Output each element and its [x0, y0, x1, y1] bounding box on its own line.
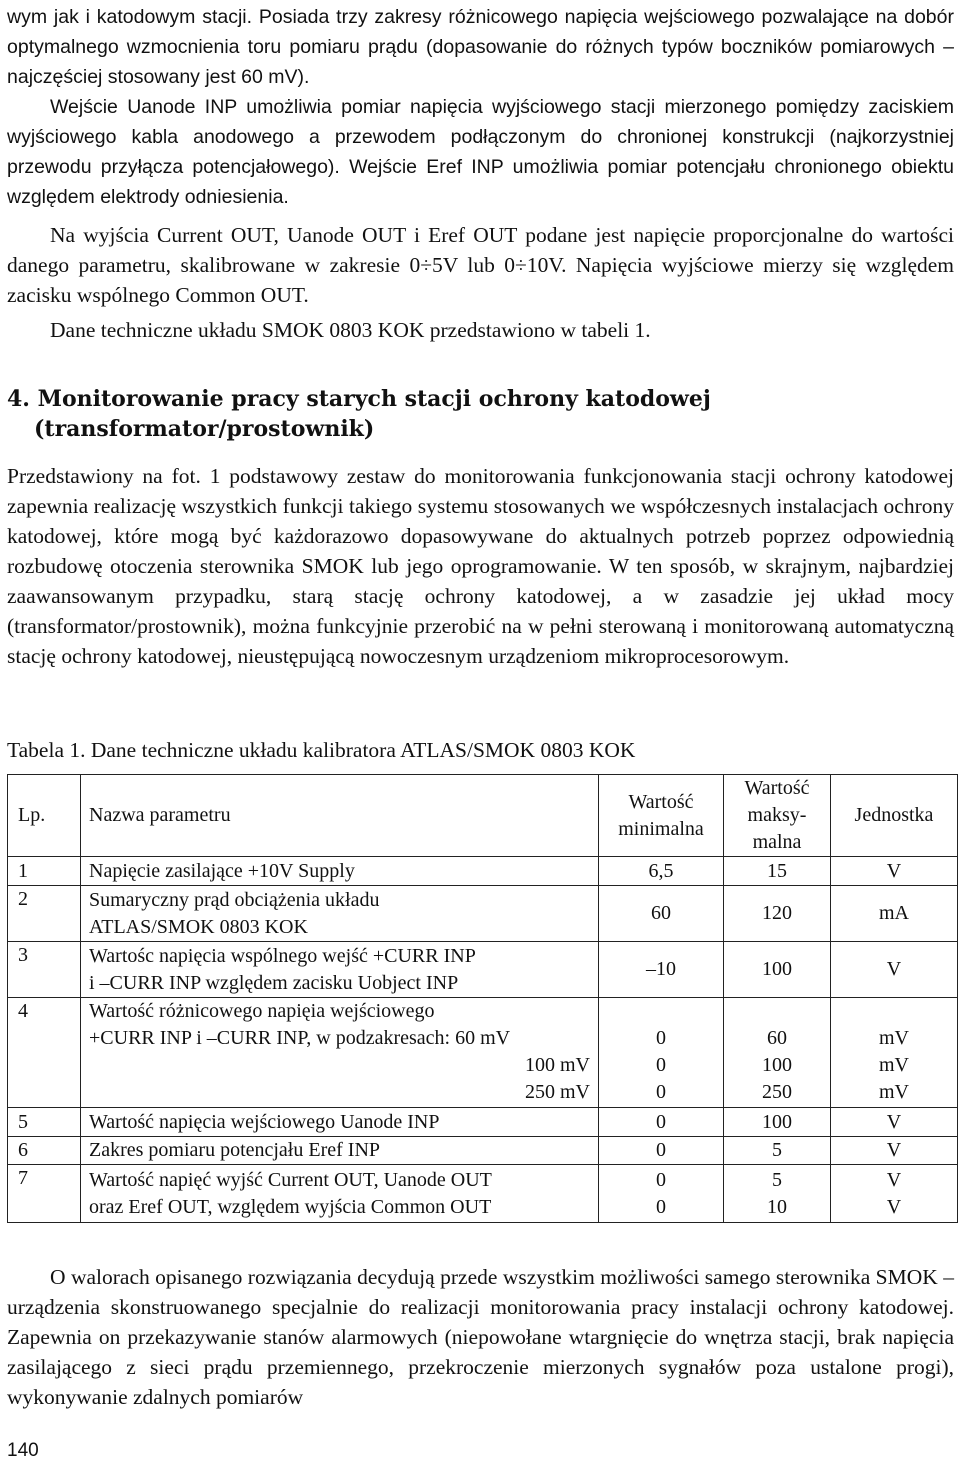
header-unit: Jednostka — [831, 775, 958, 857]
table-row: 6 Zakres pomiaru potencjału Eref INP 0 5 V — [8, 1137, 958, 1165]
paragraph-intro: wym jak i katodowym stacji. Posiada trzy zakresy różnicowego napięcia wejściowego pozwalające na dobór optymalnego wzmocnienia toru pomiaru prądu (dopasowanie do różnych typów boczników pomiarowych – najczęściej stosowany jest 60 mV). — [7, 6, 954, 88]
section-heading-line2: (transformator/prostownik) — [34, 416, 375, 442]
header-lp: Lp. — [8, 775, 81, 857]
paragraph-smok: O walorach opisanego rozwiązania decydują przede wszystkim możliwości samego sterownika SMOK – urządzenia skonstruowanego specjalnie do realizacji monitorowania pracy instalacji ochrony katodowej. Zapewnia on przekazywanie stanów alarmowych (niepowołane wtargnięcie do wnętrza stacji, brak napięcia zasilającego z sieci prądu przemiennego, przekroczenie mierzonych sygnałów poza ustalone progi), wykonywanie zdalnych pomiarów — [7, 1265, 954, 1409]
paragraph-outputs: Na wyjścia Current OUT, Uanode OUT i Eref OUT podane jest napięcie proporcjonalne do wartości danego parametru, skalibrowane w zakresie 0÷5V lub 0÷10V. Napięcia wyjściowe mierzy się względem zacisku wspólnego Common OUT. — [7, 223, 954, 307]
paragraph-table-ref: Dane techniczne układu SMOK 0803 KOK przedstawiono w tabeli 1. — [50, 318, 651, 342]
table-header-row — [8, 775, 958, 857]
header-max: Wartość maksy- malna — [724, 775, 831, 857]
header-min: Wartość minimalna — [599, 775, 724, 857]
table-row: 4 Wartość różnicowego napięia wejściowego +CURR INP i –CURR INP, w podzakresach: 60 mV 100 mV 250 mV 0 0 0 60 100 250 mV mV mV — [8, 998, 958, 1108]
page-number: 140 — [7, 1440, 39, 1461]
table-row: 2 Sumaryczny prąd obciążenia układu ATLAS/SMOK 0803 KOK 60 120 mA — [8, 886, 958, 942]
header-name: Nazwa parametru — [81, 775, 599, 857]
paragraph-uanode: Wejście Uanode INP umożliwia pomiar napięcia wyjściowego stacji mierzonego pomiędzy zaciskiem wyjściowego kabla anodowego a przewodem podłączonym do chronionej konstrukcji (najkorzystniej przewodu przyłącza potencjałowego). Wejście Eref INP umożliwia pomiar potencjału chronionego obiektu względem elektrody odniesienia. — [7, 96, 954, 208]
table-row: 5 Wartość napięcia wejściowego Uanode INP 0 100 V — [8, 1108, 958, 1137]
section-heading — [7, 384, 907, 444]
table-row: 3 Wartośc napięcia wspólnego wejść +CURR INP i –CURR INP względem zacisku Uobject INP –10 100 V — [8, 942, 958, 998]
section-heading-line1: 4. Monitorowanie pracy starych stacji ochrony katodowej — [7, 386, 711, 412]
paragraph-monitoring: Przedstawiony na fot. 1 podstawowy zestaw do monitorowania funkcjonowania stacji ochrony katodowej zapewnia realizację wszystkich funkcji takiego systemu stosowanych we współczesnych instalacjach ochrony katodowej, które mogą być każdorazowo dopasowywane do aktualnych potrzeb poprzez odpowiednią rozbudowę otoczenia sterownika SMOK lub jego oprogramowanie. W ten sposób, w skrajnym, najbardziej zaawansowanym przypadku, starą stację ochrony katodowej, a w zasadzie jej układ mocy (transformator/prostownik), można funkcyjnie przerobić na w pełni sterowaną i monitorowaną automatyczną stację ochrony katodowej, nieustępującą nowoczesnym urządzeniom mikroprocesorowym. — [7, 464, 954, 668]
table-row: 1 Napięcie zasilające +10V Supply 6,5 15 V — [8, 857, 958, 886]
table-row: 7 Wartość napięć wyjść Current OUT, Uanode OUT oraz Eref OUT, względem wyjścia Common OUT 0 0 5 10 V V — [8, 1165, 958, 1223]
technical-data-table — [7, 774, 958, 1223]
table-caption: Tabela 1. Dane techniczne układu kalibratora ATLAS/SMOK 0803 KOK — [7, 738, 636, 762]
